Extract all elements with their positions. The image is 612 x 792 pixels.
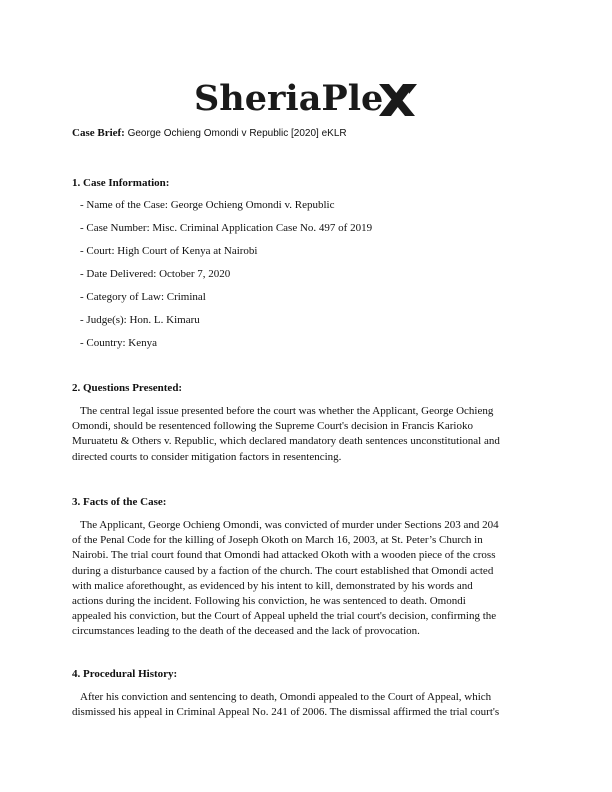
paragraph-line: circumstances leading to the death of the deceased and the lack of provocation. bbox=[72, 625, 420, 638]
case-brief-title: George Ochieng Omondi v Republic [2020] eKLR bbox=[127, 128, 347, 139]
paragraph-line: After his conviction and sentencing to death, Omondi appealed to the Court of Appeal, which bbox=[80, 691, 492, 703]
paragraph-line: Nairobi. The trial court found that Omondi had attacked Okoth with a wooden piece of the cross bbox=[72, 549, 496, 562]
paragraph-line: of the Penal Code for the killing of Joseph Okoth on March 16, 2003, at St. Peter’s Church in bbox=[72, 534, 483, 547]
logo-x-mark bbox=[377, 82, 417, 118]
questions-presented-paragraph bbox=[72, 404, 542, 465]
section-heading-procedural-history: 4. Procedural History: bbox=[72, 668, 178, 680]
case-brief-line bbox=[72, 126, 347, 141]
procedural-history-paragraph bbox=[72, 690, 542, 720]
case-info-item: - Court: High Court of Kenya at Nairobi bbox=[80, 245, 258, 257]
paragraph-line: Omondi, should be resentenced following the Supreme Court's decision in Francis Karioko bbox=[72, 420, 473, 433]
paragraph-line: appealed his conviction, but the Court of Appeal upheld the trial court's decision, confirming the bbox=[72, 610, 497, 623]
paragraph-line: The central legal issue presented before the court was whether the Applicant, George Ochieng bbox=[80, 405, 494, 417]
case-info-item: - Country: Kenya bbox=[80, 337, 157, 349]
case-info-item: - Date Delivered: October 7, 2020 bbox=[80, 268, 231, 280]
sheriaplex-logo bbox=[0, 78, 612, 126]
case-info-item: - Case Number: Misc. Criminal Application Case No. 497 of 2019 bbox=[80, 222, 373, 234]
section-heading-questions-presented: 2. Questions Presented: bbox=[72, 382, 183, 394]
case-brief-label: Case Brief: bbox=[72, 127, 125, 139]
paragraph-line: with malice aforethought, as evidenced by his intent to kill, demonstrated by his words and bbox=[72, 579, 473, 592]
paragraph-line: directed courts to consider mitigation factors in resentencing. bbox=[72, 450, 342, 463]
paragraph-line: actions during the incident. Following his conviction, he was sentenced to death. Omondi bbox=[72, 595, 466, 608]
case-info-item: - Name of the Case: George Ochieng Omondi v. Republic bbox=[80, 199, 335, 211]
case-info-item: - Category of Law: Criminal bbox=[80, 291, 206, 303]
logo-wordmark: SheriaPle bbox=[194, 78, 384, 119]
facts-paragraph bbox=[72, 518, 542, 640]
paragraph-line: during a disturbance caused by a faction of the church. The court established that Omondi acted bbox=[72, 564, 494, 577]
paragraph-line: The Applicant, George Ochieng Omondi, was convicted of murder under Sections 203 and 204 bbox=[80, 519, 499, 531]
paragraph-line: Muruatetu & Others v. Republic, which declared mandatory death sentences unconstitutional and bbox=[72, 435, 500, 448]
case-info-item: - Judge(s): Hon. L. Kimaru bbox=[80, 314, 200, 326]
section-heading-case-information: 1. Case Information: bbox=[72, 177, 170, 189]
paragraph-line: dismissed his appeal in Criminal Appeal No. 241 of 2006. The dismissal affirmed the trial court's bbox=[72, 706, 500, 719]
section-heading-facts: 3. Facts of the Case: bbox=[72, 496, 167, 508]
